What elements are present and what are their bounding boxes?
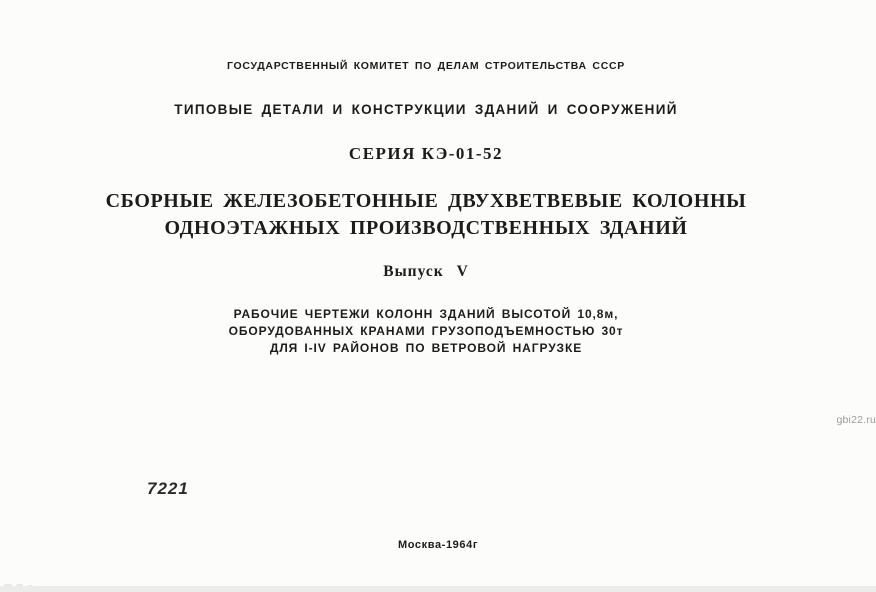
subtitle-line1: РАБОЧИЕ ЧЕРТЕЖИ КОЛОНН ЗДАНИЙ ВЫСОТОЙ 10,8м, (233, 307, 619, 321)
issue-number: Выпуск V (383, 263, 469, 280)
document-title-line1: СБОРНЫЕ ЖЕЛЕЗОБЕТОННЫЕ ДВУХВЕТВЕВЫЕ КОЛОННЫ (105, 190, 747, 212)
imprint-city-year: Москва-1964г (397, 539, 478, 551)
site-watermark: gbi22.ru (836, 414, 876, 426)
document-title (0, 188, 852, 242)
committee-header: ГОСУДАРСТВЕННЫЙ КОМИТЕТ ПО ДЕЛАМ СТРОИТЕЛЬСТВА СССР (227, 60, 625, 72)
subtitle-line3: ДЛЯ I-IV РАЙОНОВ ПО ВЕТРОВОЙ НАГРУЗКЕ (269, 341, 583, 355)
scan-bottom-edge (0, 586, 876, 592)
document-title-line2: ОДНОЭТАЖНЫХ ПРОИЗВОДСТВЕННЫХ ЗДАНИЙ (164, 217, 688, 239)
subtitle-line2: ОБОРУДОВАННЫХ КРАНАМИ ГРУЗОПОДЪЕМНОСТЬЮ 30т (228, 324, 624, 338)
document-subtitle (0, 306, 852, 357)
series-code: СЕРИЯ КЭ-01-52 (348, 144, 504, 163)
inventory-stamp-number: 7221 (147, 479, 189, 498)
series-title: ТИПОВЫЕ ДЕТАЛИ И КОНСТРУКЦИИ ЗДАНИЙ И СООРУЖЕНИЙ (174, 102, 678, 117)
